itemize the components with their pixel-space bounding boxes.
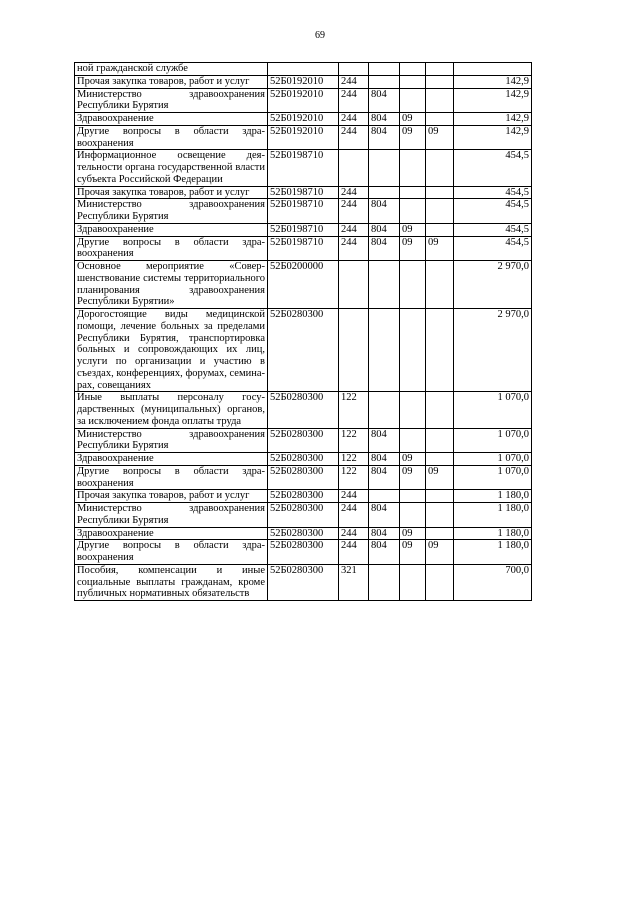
item-name-cell: Иные выплаты персоналу государственных (муниципальных) органов, за исключением фонда оплаты труда [75, 392, 268, 428]
subsection-cell [426, 186, 454, 199]
expense-type-cell: 122 [339, 465, 369, 490]
target-article-cell: 52Б0192010 [268, 113, 339, 126]
expense-type-cell: 244 [339, 236, 369, 261]
amount-cell: 454,5 [454, 223, 532, 236]
target-article-cell: 52Б0198710 [268, 186, 339, 199]
expense-type-cell: 244 [339, 199, 369, 224]
ministry-code-cell: 804 [369, 113, 400, 126]
subsection-cell [426, 113, 454, 126]
item-name-cell: Другие вопросы в области здравоохранения [75, 465, 268, 490]
target-article-cell: 52Б0280300 [268, 453, 339, 466]
amount-cell [454, 63, 532, 76]
table-row [75, 125, 532, 150]
table-row [75, 453, 532, 466]
item-name-cell: Здравоохранение [75, 223, 268, 236]
target-article-cell [268, 63, 339, 76]
subsection-cell [426, 453, 454, 466]
section-cell: 09 [400, 453, 426, 466]
ministry-code-cell [369, 490, 400, 503]
target-article-cell: 52Б0198710 [268, 236, 339, 261]
subsection-cell [426, 490, 454, 503]
subsection-cell [426, 199, 454, 224]
table-row [75, 199, 532, 224]
table-row [75, 75, 532, 88]
expense-type-cell: 244 [339, 88, 369, 113]
amount-cell: 454,5 [454, 150, 532, 186]
amount-cell: 1 070,0 [454, 453, 532, 466]
amount-cell: 454,5 [454, 199, 532, 224]
subsection-cell [426, 63, 454, 76]
section-cell: 09 [400, 223, 426, 236]
section-cell [400, 75, 426, 88]
ministry-code-cell: 804 [369, 465, 400, 490]
item-name-cell: Прочая закупка товаров, работ и услуг [75, 75, 268, 88]
item-name-cell: Министерство здравоохранения Республики Бурятия [75, 428, 268, 453]
section-cell [400, 186, 426, 199]
section-cell [400, 199, 426, 224]
item-name-cell: Основное мероприятие «Совершенствование системы территориального планирования здравоохранения Республики Бурятии» [75, 261, 268, 309]
subsection-cell: 09 [426, 540, 454, 565]
ministry-code-cell [369, 309, 400, 392]
table-row [75, 63, 532, 76]
page-number: 69 [315, 30, 325, 41]
expense-type-cell: 244 [339, 113, 369, 126]
ministry-code-cell: 804 [369, 125, 400, 150]
subsection-cell [426, 428, 454, 453]
expense-type-cell: 244 [339, 527, 369, 540]
target-article-cell: 52Б0280300 [268, 428, 339, 453]
ministry-code-cell [369, 261, 400, 309]
expense-type-cell: 122 [339, 392, 369, 428]
ministry-code-cell: 804 [369, 236, 400, 261]
subsection-cell: 09 [426, 465, 454, 490]
section-cell: 09 [400, 236, 426, 261]
table-row [75, 527, 532, 540]
subsection-cell [426, 223, 454, 236]
amount-cell: 1 180,0 [454, 503, 532, 528]
subsection-cell [426, 261, 454, 309]
budget-table [74, 62, 532, 601]
expense-type-cell: 244 [339, 125, 369, 150]
item-name-cell: Прочая закупка товаров, работ и услуг [75, 490, 268, 503]
table-row [75, 309, 532, 392]
target-article-cell: 52Б0200000 [268, 261, 339, 309]
amount-cell: 1 070,0 [454, 392, 532, 428]
amount-cell: 1 180,0 [454, 540, 532, 565]
amount-cell: 700,0 [454, 564, 532, 600]
expense-type-cell: 244 [339, 490, 369, 503]
subsection-cell [426, 564, 454, 600]
subsection-cell [426, 503, 454, 528]
subsection-cell [426, 88, 454, 113]
table-row [75, 503, 532, 528]
expense-type-cell: 244 [339, 186, 369, 199]
table-row [75, 465, 532, 490]
subsection-cell [426, 309, 454, 392]
item-name-cell: Министерство здравоохранения Республики Бурятия [75, 199, 268, 224]
item-name-cell: Министерство здравоохранения Республики Бурятия [75, 88, 268, 113]
ministry-code-cell: 804 [369, 453, 400, 466]
amount-cell: 1 180,0 [454, 527, 532, 540]
table-row [75, 261, 532, 309]
target-article-cell: 52Б0280300 [268, 564, 339, 600]
section-cell [400, 63, 426, 76]
table-row [75, 113, 532, 126]
table-row [75, 223, 532, 236]
subsection-cell [426, 150, 454, 186]
section-cell [400, 261, 426, 309]
table-row [75, 392, 532, 428]
section-cell: 09 [400, 527, 426, 540]
expense-type-cell: 321 [339, 564, 369, 600]
expense-type-cell [339, 150, 369, 186]
amount-cell: 2 970,0 [454, 309, 532, 392]
table-row [75, 236, 532, 261]
section-cell: 09 [400, 125, 426, 150]
table-row [75, 150, 532, 186]
item-name-cell: Информационное освещение деятельности органа государственной власти субъекта Российской Федерации [75, 150, 268, 186]
ministry-code-cell: 804 [369, 503, 400, 528]
item-name-cell: Дорогостоящие виды медицинской помощи, лечение больных за пределами Республики Бурятия, транспортировка больных и сопровождающих их лиц, услуги по организации и участию в съездах, конференциях, форумах, семинарах, совещаниях [75, 309, 268, 392]
ministry-code-cell [369, 150, 400, 186]
amount-cell: 454,5 [454, 186, 532, 199]
target-article-cell: 52Б0280300 [268, 540, 339, 565]
item-name-cell: Здравоохранение [75, 453, 268, 466]
table-row [75, 490, 532, 503]
expense-type-cell: 122 [339, 453, 369, 466]
table-row [75, 428, 532, 453]
section-cell [400, 392, 426, 428]
section-cell: 09 [400, 113, 426, 126]
target-article-cell: 52Б0280300 [268, 527, 339, 540]
amount-cell: 142,9 [454, 88, 532, 113]
section-cell: 09 [400, 540, 426, 565]
table-row [75, 88, 532, 113]
section-cell [400, 150, 426, 186]
table-row [75, 540, 532, 565]
subsection-cell [426, 392, 454, 428]
section-cell: 09 [400, 465, 426, 490]
item-name-cell: Здравоохранение [75, 113, 268, 126]
ministry-code-cell [369, 186, 400, 199]
target-article-cell: 52Б0280300 [268, 465, 339, 490]
budget-table-body [75, 63, 532, 601]
expense-type-cell: 244 [339, 223, 369, 236]
item-name-cell: Другие вопросы в области здравоохранения [75, 540, 268, 565]
amount-cell: 1 070,0 [454, 465, 532, 490]
target-article-cell: 52Б0280300 [268, 309, 339, 392]
target-article-cell: 52Б0192010 [268, 125, 339, 150]
item-name-cell: Здравоохранение [75, 527, 268, 540]
item-name-cell: Другие вопросы в области здравоохранения [75, 236, 268, 261]
amount-cell: 2 970,0 [454, 261, 532, 309]
amount-cell: 454,5 [454, 236, 532, 261]
ministry-code-cell: 804 [369, 540, 400, 565]
target-article-cell: 52Б0280300 [268, 503, 339, 528]
target-article-cell: 52Б0192010 [268, 75, 339, 88]
expense-type-cell: 244 [339, 540, 369, 565]
ministry-code-cell [369, 392, 400, 428]
section-cell [400, 309, 426, 392]
expense-type-cell [339, 63, 369, 76]
subsection-cell: 09 [426, 236, 454, 261]
expense-type-cell: 244 [339, 503, 369, 528]
item-name-cell: Министерство здравоохранения Республики Бурятия [75, 503, 268, 528]
target-article-cell: 52Б0198710 [268, 199, 339, 224]
item-name-cell: Другие вопросы в области здравоохранения [75, 125, 268, 150]
item-name-cell: ной гражданской службе [75, 63, 268, 76]
item-name-cell: Прочая закупка товаров, работ и услуг [75, 186, 268, 199]
table-row [75, 564, 532, 600]
section-cell [400, 564, 426, 600]
ministry-code-cell: 804 [369, 223, 400, 236]
ministry-code-cell: 804 [369, 88, 400, 113]
section-cell [400, 88, 426, 113]
section-cell [400, 428, 426, 453]
ministry-code-cell: 804 [369, 428, 400, 453]
target-article-cell: 52Б0280300 [268, 490, 339, 503]
ministry-code-cell: 804 [369, 199, 400, 224]
table-row [75, 186, 532, 199]
amount-cell: 142,9 [454, 125, 532, 150]
target-article-cell: 52Б0198710 [268, 150, 339, 186]
target-article-cell: 52Б0192010 [268, 88, 339, 113]
ministry-code-cell: 804 [369, 527, 400, 540]
amount-cell: 1 070,0 [454, 428, 532, 453]
subsection-cell [426, 527, 454, 540]
ministry-code-cell [369, 75, 400, 88]
expense-type-cell: 122 [339, 428, 369, 453]
expense-type-cell [339, 261, 369, 309]
subsection-cell: 09 [426, 125, 454, 150]
item-name-cell: Пособия, компенсации и иные социальные выплаты гражданам, кроме публичных нормативных обязательств [75, 564, 268, 600]
target-article-cell: 52Б0198710 [268, 223, 339, 236]
ministry-code-cell [369, 564, 400, 600]
amount-cell: 142,9 [454, 113, 532, 126]
amount-cell: 142,9 [454, 75, 532, 88]
expense-type-cell [339, 309, 369, 392]
section-cell [400, 503, 426, 528]
ministry-code-cell [369, 63, 400, 76]
subsection-cell [426, 75, 454, 88]
target-article-cell: 52Б0280300 [268, 392, 339, 428]
amount-cell: 1 180,0 [454, 490, 532, 503]
section-cell [400, 490, 426, 503]
expense-type-cell: 244 [339, 75, 369, 88]
